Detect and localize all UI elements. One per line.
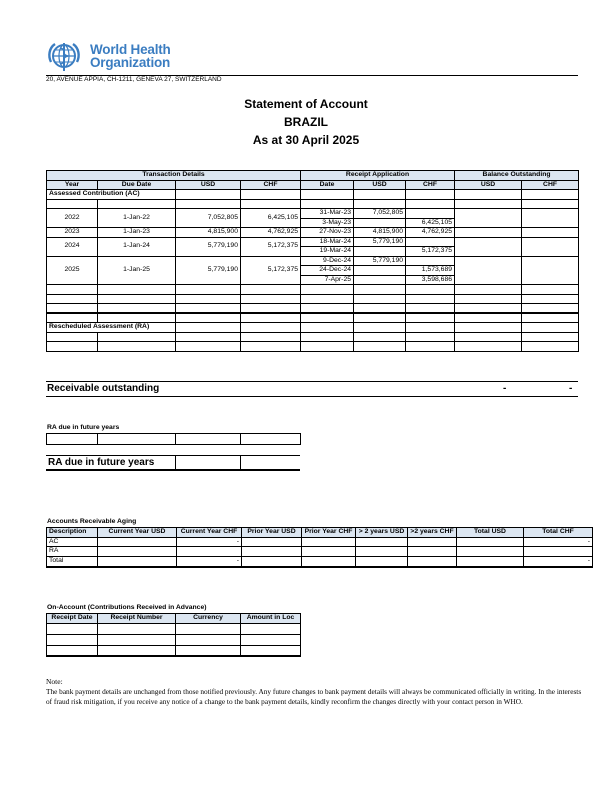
statement-table bbox=[46, 170, 579, 352]
aging-col-total-usd: Total USD bbox=[457, 528, 524, 538]
tx-chf-cell: 5,172,375 bbox=[241, 256, 301, 285]
year-cell: 2025 bbox=[47, 256, 98, 285]
tx-chf-cell: 6,425,105 bbox=[241, 209, 301, 228]
receipt-date-cell: 24-Dec-24 bbox=[301, 266, 354, 276]
section-row bbox=[47, 323, 579, 333]
receipt-usd-cell: 4,815,900 bbox=[354, 228, 406, 238]
table-row bbox=[46, 456, 300, 471]
table-row bbox=[47, 285, 579, 295]
due-date-cell: 1-Jan-25 bbox=[98, 256, 176, 285]
column-header-row bbox=[47, 180, 579, 190]
year-cell: 2023 bbox=[47, 228, 98, 238]
aging-col-total-chf: Total CHF bbox=[524, 528, 593, 538]
note-label: Note: bbox=[46, 677, 63, 686]
table-row bbox=[47, 237, 579, 247]
aging-col-py-usd: Prior Year USD bbox=[242, 528, 302, 538]
receipt-chf-cell: 5,172,375 bbox=[406, 247, 455, 257]
table-row bbox=[47, 228, 579, 238]
receipt-usd-cell bbox=[354, 266, 406, 276]
receivable-label: Receivable outstanding bbox=[47, 383, 160, 394]
aging-cy-chf-cell bbox=[177, 547, 242, 557]
who-emblem-icon bbox=[46, 40, 86, 74]
note-text: The bank payment details are unchanged from those notified previously. Any future changes to bank payment details will always be communicated officially in writing. In the interests of fraud risk mitigation, if you receive any notice of a change to the bank payment details, kindly reconfirm the changes directly with your contact person in WHO. bbox=[46, 687, 582, 706]
receipt-chf-cell bbox=[406, 209, 455, 219]
aging-col-cy-usd: Current Year USD bbox=[98, 528, 177, 538]
tx-usd-cell: 5,779,190 bbox=[176, 237, 241, 256]
aging-col-cy-chf: Current Year CHF bbox=[177, 528, 242, 538]
org-name-line1: World Health bbox=[90, 42, 171, 57]
table-row bbox=[47, 547, 593, 557]
aging-table bbox=[46, 527, 593, 568]
on-account-header-row bbox=[47, 614, 301, 624]
statement-title: Statement of Account bbox=[244, 97, 368, 111]
aging-cy-chf-cell: - bbox=[177, 556, 242, 567]
receipt-chf-cell: 1,573,689 bbox=[406, 266, 455, 276]
receipt-date-cell: 9-Dec-24 bbox=[301, 256, 354, 266]
col-receipt-date: Date bbox=[301, 180, 354, 190]
on-account-title: On-Account (Contributions Received in Advance) bbox=[47, 604, 207, 611]
table-row bbox=[47, 556, 593, 567]
col-receipt-chf: CHF bbox=[406, 180, 455, 190]
aging-total-chf-cell: - bbox=[524, 556, 593, 567]
table-row bbox=[47, 342, 579, 352]
aging-desc-cell: RA bbox=[47, 547, 98, 557]
receipt-date-cell: 18-Mar-24 bbox=[301, 237, 354, 247]
receipt-usd-cell: 5,779,190 bbox=[354, 237, 406, 247]
aging-total-chf-cell: - bbox=[524, 537, 593, 547]
group-receipt-application: Receipt Application bbox=[301, 171, 455, 181]
col-balance-usd: USD bbox=[455, 180, 522, 190]
receipt-date-cell: 19-Mar-24 bbox=[301, 247, 354, 257]
table-row bbox=[47, 634, 301, 645]
section-row bbox=[47, 190, 579, 200]
table-row bbox=[47, 199, 579, 209]
receipt-chf-cell bbox=[406, 256, 455, 266]
who-logo bbox=[46, 40, 176, 74]
receipt-chf-cell: 3,598,686 bbox=[406, 275, 455, 285]
table-row bbox=[47, 332, 579, 342]
oa-col-receipt-date: Receipt Date bbox=[47, 614, 98, 624]
table-row bbox=[47, 209, 579, 219]
receipt-usd-cell bbox=[354, 247, 406, 257]
ra-future-table bbox=[46, 433, 301, 445]
table-row bbox=[47, 434, 301, 445]
section-ra-label: Rescheduled Assessment (RA) bbox=[47, 323, 176, 333]
due-date-cell: 1-Jan-22 bbox=[98, 209, 176, 228]
receivable-outstanding-row bbox=[46, 381, 578, 397]
group-transaction-details: Transaction Details bbox=[47, 171, 301, 181]
aging-col-description: Description bbox=[47, 528, 98, 538]
tx-usd-cell: 7,052,805 bbox=[176, 209, 241, 228]
aging-desc-cell: Total bbox=[47, 556, 98, 567]
tx-usd-cell: 5,779,190 bbox=[176, 256, 241, 285]
table-row bbox=[47, 304, 579, 314]
as-at-date: As at 30 April 2025 bbox=[252, 133, 360, 147]
year-cell: 2022 bbox=[47, 209, 98, 228]
country-title: BRAZIL bbox=[284, 115, 328, 129]
ra-future-label: RA due in future years bbox=[47, 424, 120, 431]
aging-col-py-chf: Prior Year CHF bbox=[302, 528, 356, 538]
aging-col-2y-chf: >2 years CHF bbox=[408, 528, 457, 538]
oa-col-currency: Currency bbox=[176, 614, 241, 624]
table-row bbox=[47, 313, 579, 323]
table-row bbox=[47, 623, 301, 634]
group-header-row bbox=[47, 171, 579, 181]
receipt-date-cell: 31-Mar-23 bbox=[301, 209, 354, 219]
aging-title: Accounts Receivable Aging bbox=[47, 518, 137, 525]
receipt-usd-cell: 7,052,805 bbox=[354, 209, 406, 219]
ra-future-total-label: RA due in future years bbox=[46, 456, 175, 471]
aging-col-2y-usd: > 2 years USD bbox=[356, 528, 408, 538]
col-balance-chf: CHF bbox=[522, 180, 579, 190]
oa-col-amount: Amount in Loc bbox=[241, 614, 301, 624]
col-tx-usd: USD bbox=[176, 180, 241, 190]
receipt-usd-cell bbox=[354, 218, 406, 228]
col-year: Year bbox=[47, 180, 98, 190]
tx-chf-cell: 4,762,925 bbox=[241, 228, 301, 238]
year-cell: 2024 bbox=[47, 237, 98, 256]
receipt-usd-cell bbox=[354, 275, 406, 285]
aging-desc-cell: AC bbox=[47, 537, 98, 547]
receipt-chf-cell bbox=[406, 237, 455, 247]
org-name-line2: Organization bbox=[90, 55, 171, 70]
due-date-cell: 1-Jan-23 bbox=[98, 228, 176, 238]
table-row bbox=[47, 645, 301, 656]
tx-usd-cell: 4,815,900 bbox=[176, 228, 241, 238]
table-row bbox=[47, 294, 579, 304]
oa-col-receipt-number: Receipt Number bbox=[98, 614, 176, 624]
aging-header-row bbox=[47, 528, 593, 538]
table-row bbox=[47, 537, 593, 547]
section-ac-label: Assessed Contribution (AC) bbox=[47, 190, 176, 200]
col-tx-chf: CHF bbox=[241, 180, 301, 190]
receivable-usd: - bbox=[503, 383, 507, 394]
aging-total-chf-cell bbox=[524, 547, 593, 557]
receipt-date-cell: 3-May-23 bbox=[301, 218, 354, 228]
tx-chf-cell: 5,172,375 bbox=[241, 237, 301, 256]
receivable-chf: - bbox=[569, 383, 573, 394]
receipt-chf-cell: 4,762,925 bbox=[406, 228, 455, 238]
col-receipt-usd: USD bbox=[354, 180, 406, 190]
on-account-table bbox=[46, 613, 301, 657]
receipt-chf-cell: 6,425,105 bbox=[406, 218, 455, 228]
due-date-cell: 1-Jan-24 bbox=[98, 237, 176, 256]
receipt-usd-cell: 5,779,190 bbox=[354, 256, 406, 266]
col-due-date: Due Date bbox=[98, 180, 176, 190]
receipt-date-cell: 7-Apr-25 bbox=[301, 275, 354, 285]
table-row bbox=[47, 256, 579, 266]
org-address: 20, AVENUE APPIA, CH-1211, GENEVA 27, SWITZERLAND bbox=[46, 76, 222, 83]
group-balance-outstanding: Balance Outstanding bbox=[455, 171, 579, 181]
ra-future-total-table bbox=[46, 455, 300, 471]
aging-cy-chf-cell: - bbox=[177, 537, 242, 547]
receipt-date-cell: 27-Nov-23 bbox=[301, 228, 354, 238]
